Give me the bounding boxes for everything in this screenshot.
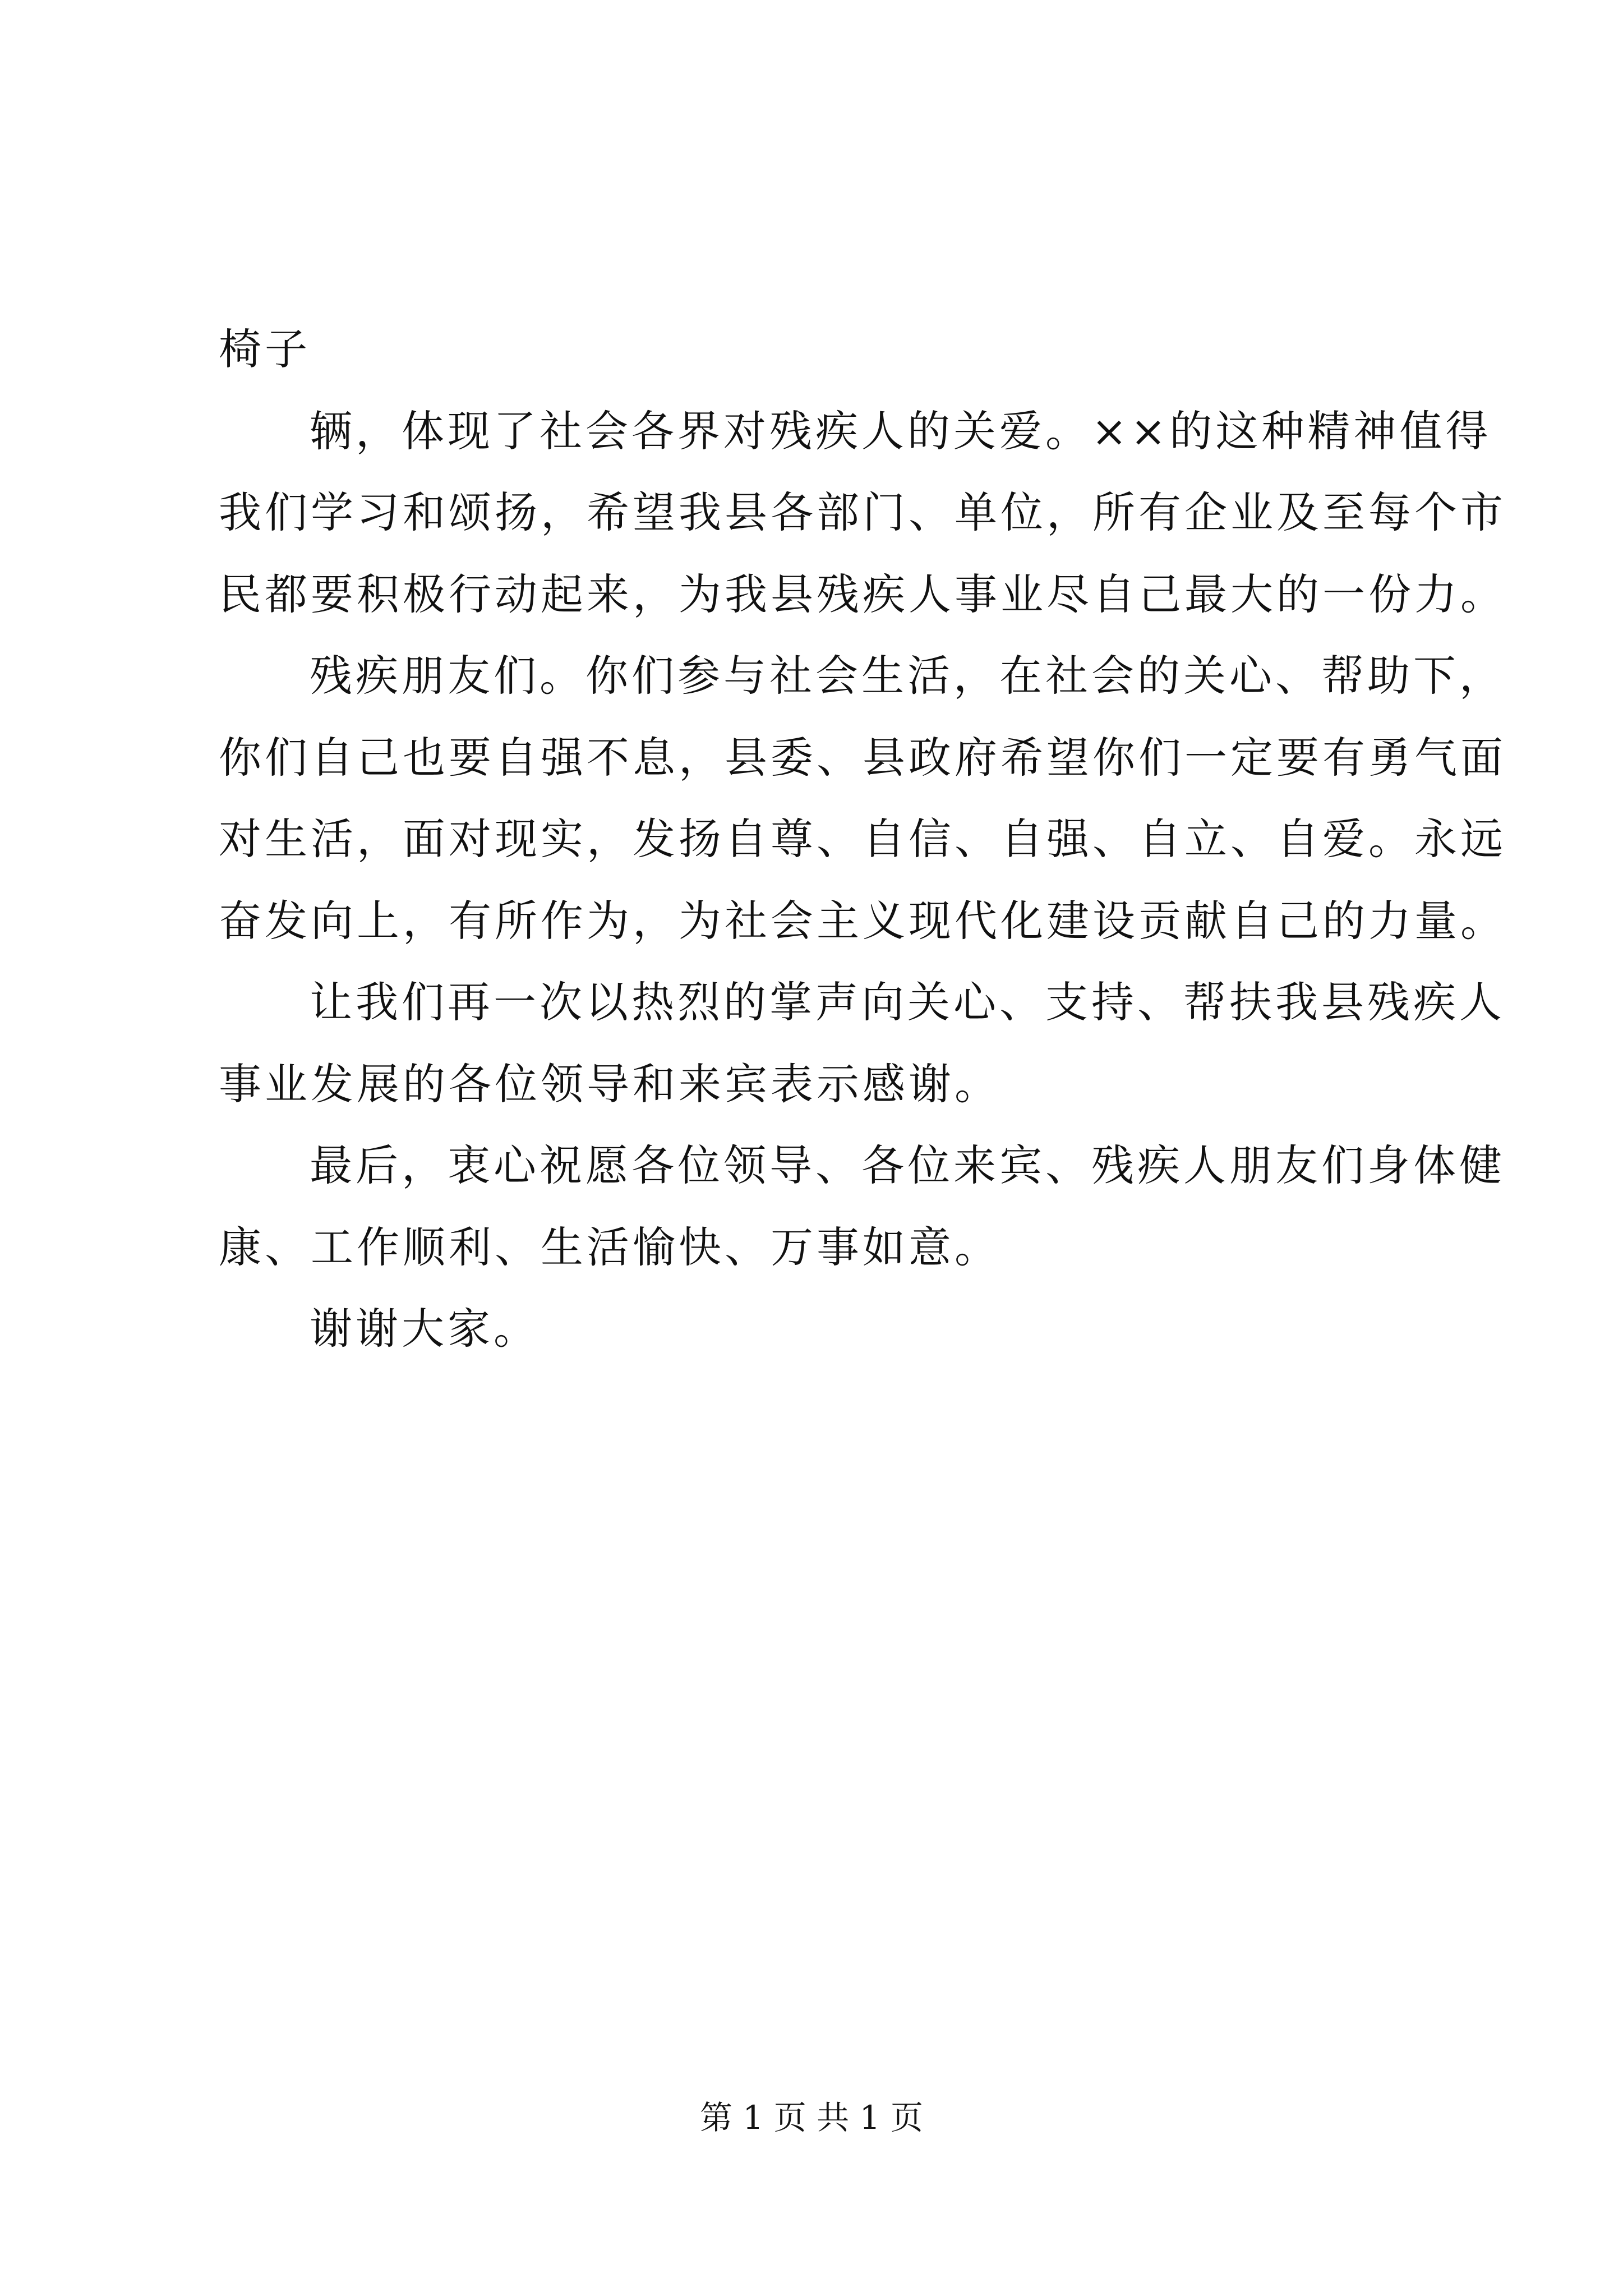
body-line: 最后，衷心祝愿各位领导、各位来宾、残疾人朋友们身体健 — [310, 1140, 1505, 1190]
body-line: 奋发向上，有所作为，为社会主义现代化建设贡献自己的力量。 — [219, 895, 1506, 946]
body-line: 事业发展的各位领导和来宾表示感谢。 — [219, 1059, 1000, 1109]
body-line: 民都要积极行动起来，为我县残疾人事业尽自己最大的一份力。 — [219, 569, 1506, 619]
document-body — [219, 309, 1506, 1370]
body-line: 康、工作顺利、生活愉快、万事如意。 — [219, 1222, 1000, 1272]
body-line: 谢谢大家。 — [310, 1304, 540, 1354]
body-line: 残疾朋友们。你们参与社会生活，在社会的关心、帮助下， — [310, 651, 1505, 701]
body-line: 让我们再一次以热烈的掌声向关心、支持、帮扶我县残疾人 — [310, 977, 1505, 1027]
body-line: 辆，体现了社会各界对残疾人的关爱。××的这种精神值得 — [310, 406, 1492, 456]
body-line: 你们自己也要自强不息，县委、县政府希望你们一定要有勇气面 — [219, 732, 1506, 783]
page-footer — [0, 2098, 1623, 2137]
page-number-label: 第 1 页 共 1 页 — [700, 2099, 923, 2137]
body-line: 我们学习和颂扬，希望我县各部门、单位，所有企业及至每个市 — [219, 487, 1506, 537]
body-line: 对生活，面对现实，发扬自尊、自信、自强、自立、自爱。永远 — [219, 814, 1506, 864]
body-line: 椅子 — [219, 324, 311, 374]
